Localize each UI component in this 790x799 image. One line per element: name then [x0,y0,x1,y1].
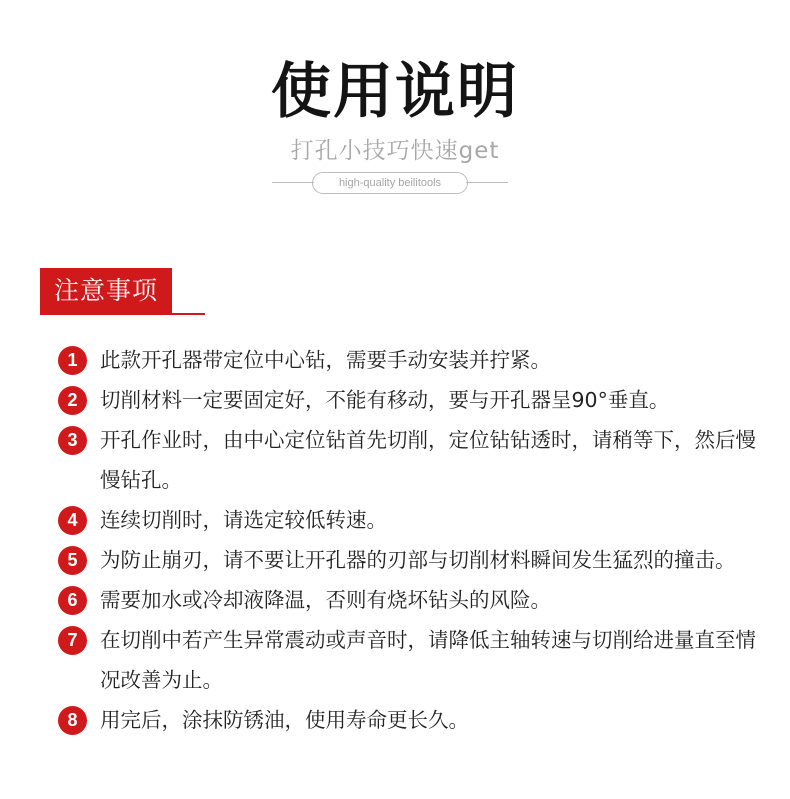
section-heading: 注意事项 [40,268,172,313]
section-underline [40,313,205,315]
note-text: 用完后，涂抹防锈油，使用寿命更长久。 [100,708,469,732]
note-item [58,420,758,500]
note-number-badge: 1 [58,346,87,375]
note-item [58,540,758,580]
note-text: 开孔作业时，由中心定位钻首先切削，定位钻钻透时，请稍等下，然后慢慢钻孔。 [100,428,756,492]
note-number-badge: 5 [58,546,87,575]
note-number-badge: 2 [58,386,87,415]
page-title: 使用说明 [271,57,519,127]
note-text: 需要加水或冷却液降温，否则有烧坏钻头的风险。 [100,588,551,612]
note-item [58,380,758,420]
note-number-badge: 7 [58,626,87,655]
note-text: 切削材料一定要固定好，不能有移动，要与开孔器呈90°垂直。 [100,388,670,412]
note-text: 为防止崩刃，请不要让开孔器的刃部与切削材料瞬间发生猛烈的撞击。 [100,548,736,572]
note-number-badge: 8 [58,706,87,735]
notes-list [58,340,758,740]
tagline [272,171,508,195]
tagline-divider-left [272,182,314,183]
note-text: 此款开孔器带定位中心钻，需要手动安装并拧紧。 [100,348,551,372]
note-item [58,620,758,700]
tagline-pill: high-quality beilitools [312,172,468,194]
note-number-badge: 6 [58,586,87,615]
note-item [58,700,758,740]
tagline-divider-right [466,182,508,183]
note-number-badge: 4 [58,506,87,535]
note-text: 连续切削时，请选定较低转速。 [100,508,387,532]
note-number-badge: 3 [58,426,87,455]
note-text: 在切削中若产生异常震动或声音时，请降低主轴转速与切削给进量直至情况改善为止。 [100,628,756,692]
note-item [58,500,758,540]
note-item [58,580,758,620]
note-item [58,340,758,380]
page-subtitle: 打孔小技巧快速get [290,138,500,164]
